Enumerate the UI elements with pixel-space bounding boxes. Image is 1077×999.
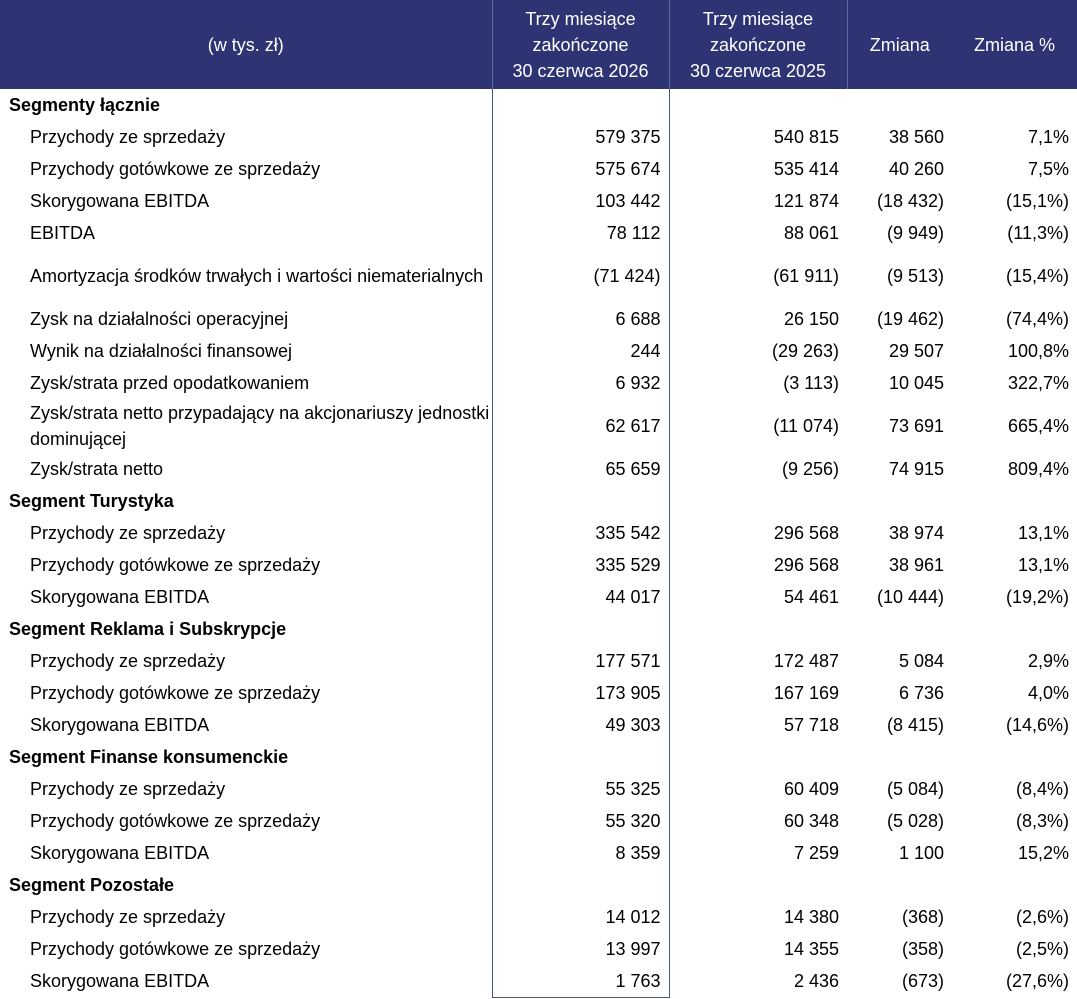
empty-cell (669, 741, 847, 773)
empty-cell (952, 741, 1077, 773)
value-previous-period: (3 113) (783, 372, 839, 393)
table-row (0, 901, 1077, 933)
segment-header-row (0, 613, 1077, 645)
value-previous-period: 121 874 (773, 190, 839, 211)
table-row (0, 677, 1077, 709)
empty-cell (669, 869, 847, 901)
value-change: 5 084 (898, 650, 944, 671)
empty-cell (847, 741, 952, 773)
value-change-percent: (15,1%) (1005, 190, 1069, 211)
value-current-period: 49 303 (492, 709, 669, 741)
value-current-period: 335 529 (492, 549, 669, 581)
value-previous-period: 14 380 (783, 906, 839, 927)
row-label: Przychody ze sprzedaży (30, 523, 226, 543)
table-header (0, 0, 1077, 89)
row-label: Przychody gotówkowe ze sprzedaży (30, 811, 321, 831)
empty-cell (669, 613, 847, 645)
segment-header-row (0, 485, 1077, 517)
header-previous-period: Trzy miesiące zakończone 30 czerwca 2025 (669, 0, 847, 89)
value-current-period: 62 617 (492, 399, 669, 453)
value-previous-period: 54 461 (783, 586, 839, 607)
value-change: (358) (901, 938, 944, 959)
row-label: Przychody gotówkowe ze sprzedaży (30, 555, 321, 575)
table-row (0, 399, 1077, 453)
value-current-period: 55 325 (492, 773, 669, 805)
table-row (0, 933, 1077, 965)
value-previous-period: 26 150 (783, 308, 839, 329)
table-row (0, 217, 1077, 249)
table-row (0, 805, 1077, 837)
value-current-period: 8 359 (492, 837, 669, 869)
table-row (0, 581, 1077, 613)
value-change: (10 444) (876, 586, 944, 607)
value-current-period: 6 688 (492, 303, 669, 335)
empty-cell (847, 869, 952, 901)
value-change-percent: (11,3%) (1007, 222, 1069, 243)
value-change: 38 974 (888, 522, 944, 543)
value-current-period: (71 424) (492, 249, 669, 303)
row-label: Skorygowana EBITDA (30, 191, 210, 211)
value-change: (673) (901, 970, 944, 991)
table-row (0, 709, 1077, 741)
value-current-period: 244 (492, 335, 669, 367)
empty-cell (492, 869, 669, 901)
empty-cell (669, 89, 847, 121)
value-current-period: 575 674 (492, 153, 669, 185)
value-change-percent: 4,0% (1027, 682, 1069, 703)
segment-header-row (0, 869, 1077, 901)
value-change-percent: 13,1% (1017, 522, 1069, 543)
row-label: Przychody ze sprzedaży (30, 127, 226, 147)
segment-header-row (0, 89, 1077, 121)
row-label: Skorygowana EBITDA (30, 843, 210, 863)
value-change: 6 736 (898, 682, 944, 703)
row-label: Skorygowana EBITDA (30, 715, 210, 735)
value-change-percent: (2,5%) (1015, 938, 1069, 959)
table-row (0, 249, 1077, 303)
row-label: Przychody ze sprzedaży (30, 651, 226, 671)
row-label: EBITDA (30, 223, 96, 243)
row-label: Wynik na działalności finansowej (30, 341, 292, 361)
empty-cell (847, 89, 952, 121)
value-current-period: 1 763 (492, 965, 669, 998)
value-previous-period: (11 074) (773, 415, 839, 436)
value-current-period: 44 017 (492, 581, 669, 613)
value-change: (5 084) (886, 778, 944, 799)
value-change-percent: 7,5% (1027, 158, 1069, 179)
value-change-percent: 100,8% (1007, 340, 1069, 361)
value-previous-period: 7 259 (793, 842, 839, 863)
value-current-period: 13 997 (492, 933, 669, 965)
table-row (0, 121, 1077, 153)
value-change-percent: 15,2% (1017, 842, 1069, 863)
table-row (0, 303, 1077, 335)
value-previous-period: (9 256) (781, 458, 839, 479)
value-change: 73 691 (888, 415, 944, 436)
value-previous-period: 57 718 (783, 714, 839, 735)
value-change: (19 462) (876, 308, 944, 329)
header-current-period: Trzy miesiące zakończone 30 czerwca 2026 (492, 0, 669, 89)
table-row (0, 645, 1077, 677)
value-change: 38 560 (888, 126, 944, 147)
segment-title: Segment Reklama i Subskrypcje (9, 619, 287, 639)
empty-cell (492, 613, 669, 645)
header-units: (w tys. zł) (0, 0, 492, 89)
table-row (0, 965, 1077, 998)
segment-title: Segmenty łącznie (9, 95, 161, 115)
value-current-period: 55 320 (492, 805, 669, 837)
value-previous-period: 296 568 (773, 522, 839, 543)
row-label: Zysk/strata przed opodatkowaniem (30, 373, 310, 393)
value-change: 29 507 (888, 340, 944, 361)
row-label: Zysk/strata netto przypadający na akcjonariuszy jednostki dominującej (30, 403, 490, 449)
value-change-percent: (14,6%) (1005, 714, 1069, 735)
row-label: Amortyzacja środków trwałych i wartości niematerialnych (30, 266, 484, 286)
value-change: (9 949) (886, 222, 944, 243)
value-change: 1 100 (898, 842, 944, 863)
value-change-percent: 13,1% (1017, 554, 1069, 575)
row-label: Przychody gotówkowe ze sprzedaży (30, 683, 321, 703)
value-change: 74 915 (888, 458, 944, 479)
empty-cell (492, 89, 669, 121)
value-previous-period: 88 061 (783, 222, 839, 243)
value-previous-period: 172 487 (773, 650, 839, 671)
table-row (0, 335, 1077, 367)
value-change: 40 260 (888, 158, 944, 179)
table-row (0, 773, 1077, 805)
row-label: Przychody ze sprzedaży (30, 907, 226, 927)
value-current-period: 579 375 (492, 121, 669, 153)
value-previous-period: 167 169 (773, 682, 839, 703)
value-change: (368) (901, 906, 944, 927)
table-row (0, 153, 1077, 185)
empty-cell (952, 613, 1077, 645)
value-current-period: 6 932 (492, 367, 669, 399)
value-current-period: 14 012 (492, 901, 669, 933)
value-change: (8 415) (886, 714, 944, 735)
row-label: Skorygowana EBITDA (30, 587, 210, 607)
value-change: (5 028) (886, 810, 944, 831)
value-change: 38 961 (888, 554, 944, 575)
segment-header-row (0, 741, 1077, 773)
value-change: (9 513) (886, 265, 944, 286)
value-change-percent: 7,1% (1027, 126, 1069, 147)
empty-cell (952, 869, 1077, 901)
value-change-percent: (15,4%) (1005, 265, 1069, 286)
row-label: Zysk/strata netto (30, 459, 164, 479)
value-previous-period: (29 263) (771, 340, 839, 361)
empty-cell (492, 741, 669, 773)
value-previous-period: 60 409 (783, 778, 839, 799)
value-current-period: 65 659 (492, 453, 669, 485)
value-previous-period: (61 911) (773, 265, 839, 286)
table-row (0, 549, 1077, 581)
value-change-percent: (8,4%) (1015, 778, 1069, 799)
value-change-percent: 665,4% (1007, 415, 1069, 436)
value-change-percent: (19,2%) (1005, 586, 1069, 607)
value-previous-period: 535 414 (773, 158, 839, 179)
empty-cell (847, 485, 952, 517)
value-previous-period: 2 436 (793, 970, 839, 991)
table-body (0, 89, 1077, 998)
value-current-period: 103 442 (492, 185, 669, 217)
empty-cell (492, 485, 669, 517)
value-change-percent: (2,6%) (1015, 906, 1069, 927)
segment-title: Segment Finanse konsumenckie (9, 747, 289, 767)
value-change: 10 045 (888, 372, 944, 393)
value-previous-period: 14 355 (783, 938, 839, 959)
value-current-period: 173 905 (492, 677, 669, 709)
header-change-percent: Zmiana % (952, 0, 1077, 89)
empty-cell (669, 485, 847, 517)
row-label: Przychody ze sprzedaży (30, 779, 226, 799)
value-current-period: 78 112 (492, 217, 669, 249)
table-row (0, 517, 1077, 549)
header-change: Zmiana (847, 0, 952, 89)
segment-title: Segment Pozostałe (9, 875, 175, 895)
empty-cell (952, 89, 1077, 121)
value-change-percent: (8,3%) (1015, 810, 1069, 831)
row-label: Przychody gotówkowe ze sprzedaży (30, 159, 321, 179)
value-change-percent: (27,6%) (1005, 970, 1069, 991)
value-change: (18 432) (876, 190, 944, 211)
empty-cell (952, 485, 1077, 517)
row-label: Przychody gotówkowe ze sprzedaży (30, 939, 321, 959)
value-previous-period: 296 568 (773, 554, 839, 575)
empty-cell (847, 613, 952, 645)
value-previous-period: 540 815 (773, 126, 839, 147)
row-label: Zysk na działalności operacyjnej (30, 309, 289, 329)
table-row (0, 185, 1077, 217)
segment-title: Segment Turystyka (9, 491, 174, 511)
table-row (0, 367, 1077, 399)
table-row (0, 837, 1077, 869)
value-change-percent: 322,7% (1007, 372, 1069, 393)
value-previous-period: 60 348 (783, 810, 839, 831)
value-current-period: 335 542 (492, 517, 669, 549)
value-change-percent: (74,4%) (1005, 308, 1069, 329)
table-row (0, 453, 1077, 485)
value-current-period: 177 571 (492, 645, 669, 677)
row-label: Skorygowana EBITDA (30, 971, 210, 992)
value-change-percent: 2,9% (1027, 650, 1069, 671)
value-change-percent: 809,4% (1007, 458, 1069, 479)
